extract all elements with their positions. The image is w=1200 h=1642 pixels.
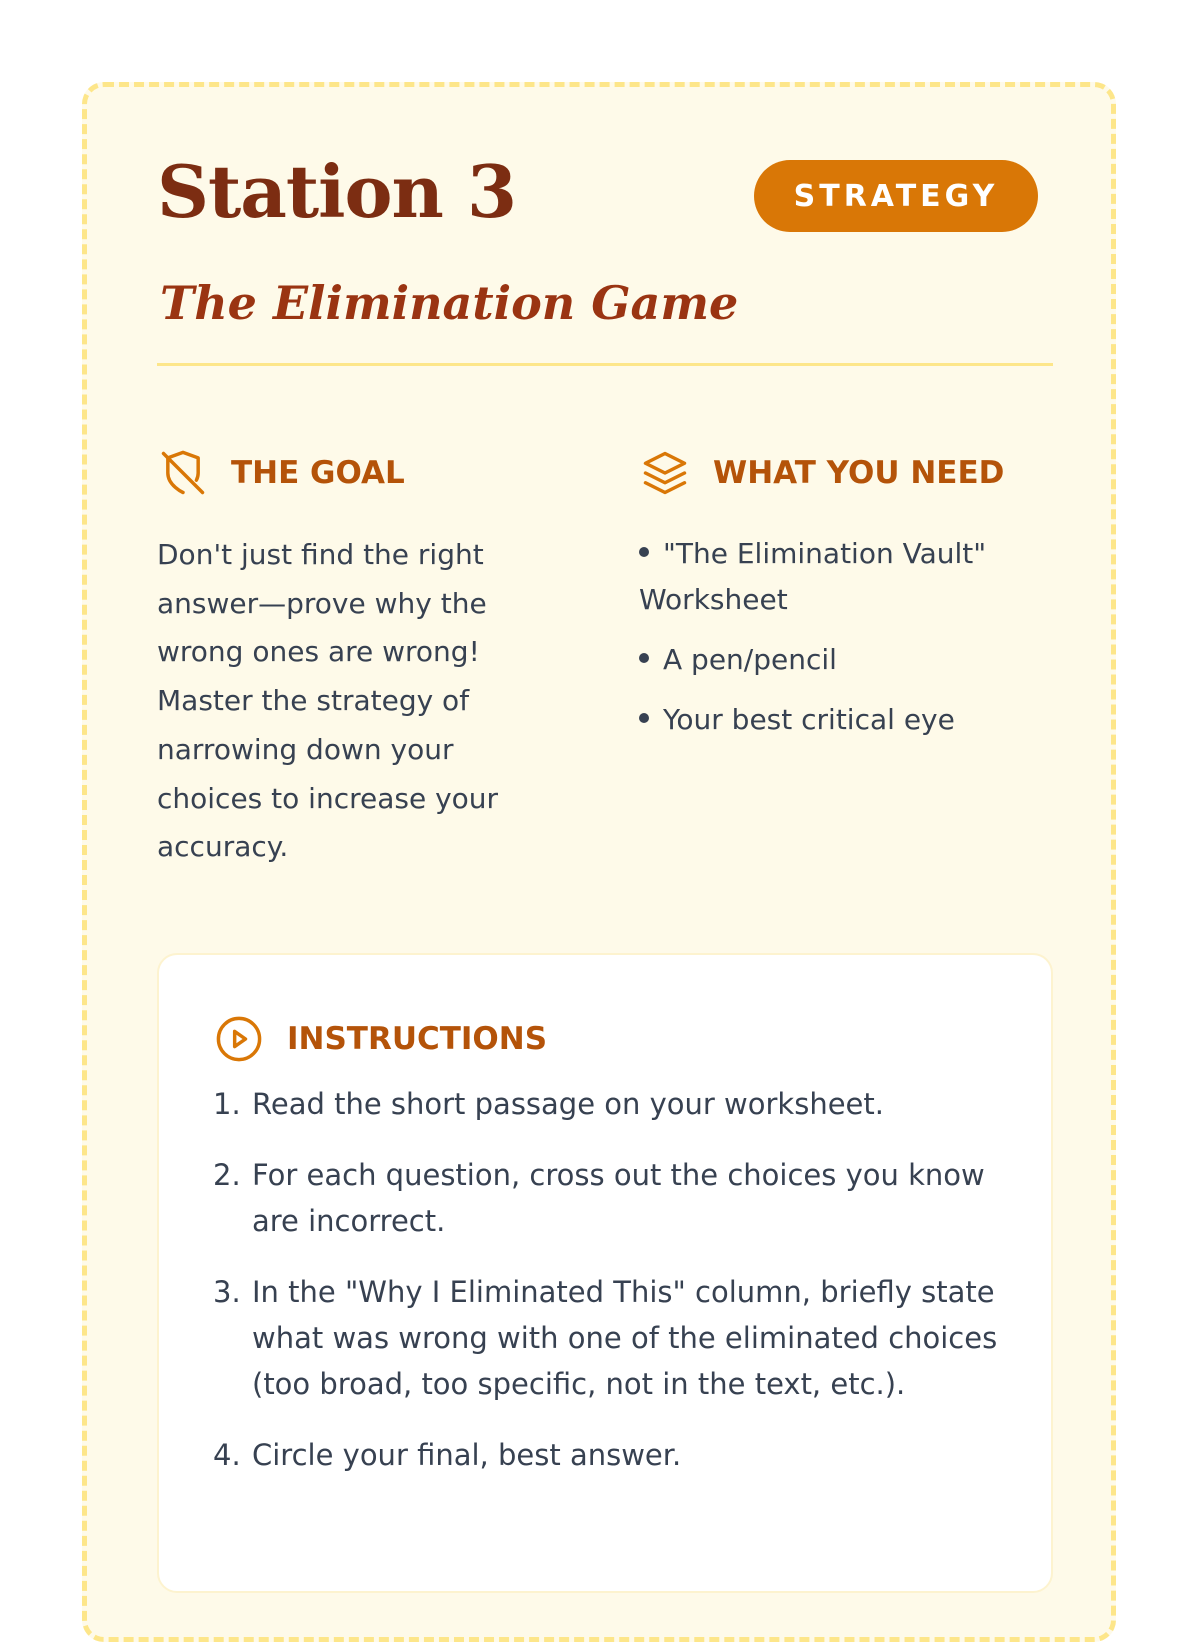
list-item <box>213 1152 1003 1244</box>
need-item-text: "The Elimination Vault" Worksheet <box>639 537 987 616</box>
step-number: 2. <box>213 1158 241 1192</box>
step-text: Circle your final, best answer. <box>252 1438 682 1472</box>
step-text: In the "Why I Eliminated This" column, briefly state what was wrong with one of the eliminated choices (too broad, too specific, not in the text, etc.). <box>252 1275 998 1401</box>
need-item-text: A pen/pencil <box>663 643 837 676</box>
goal-header <box>157 447 405 499</box>
list-item <box>639 697 1039 743</box>
goal-description: Don't just find the right answer—prove why the wrong ones are wrong! Master the strategy of narrowing down your choices to increase your accuracy. <box>157 538 499 864</box>
need-heading: WHAT YOU NEED <box>713 455 1005 491</box>
instructions-list <box>213 1081 1003 1503</box>
need-item-text: Your best critical eye <box>663 703 955 736</box>
strategy-badge: STRATEGY <box>754 160 1038 232</box>
play-circle-icon <box>213 1013 265 1065</box>
list-item <box>639 637 1039 683</box>
list-item <box>639 531 1039 623</box>
station-subtitle: The Elimination Game <box>160 276 739 330</box>
header-divider <box>157 363 1053 366</box>
list-item <box>213 1432 1003 1478</box>
layers-icon <box>639 447 691 499</box>
station-card <box>82 82 1116 1642</box>
step-text: For each question, cross out the choices you know are incorrect. <box>252 1158 985 1238</box>
bullet <box>639 547 649 557</box>
instructions-heading: INSTRUCTIONS <box>287 1021 548 1057</box>
list-item <box>213 1081 1003 1127</box>
bullet <box>639 713 649 723</box>
need-header <box>639 447 1004 499</box>
station-title: Station 3 <box>157 149 517 234</box>
instructions-panel <box>157 953 1053 1593</box>
step-number: 3. <box>213 1275 241 1309</box>
bullet <box>639 653 649 663</box>
step-text: Read the short passage on your worksheet. <box>252 1087 884 1121</box>
step-number: 1. <box>213 1087 241 1121</box>
instructions-header <box>213 1013 547 1065</box>
step-number: 4. <box>213 1438 241 1472</box>
need-list <box>639 531 1039 757</box>
list-item <box>213 1269 1003 1407</box>
goal-heading: THE GOAL <box>231 455 405 491</box>
shield-off-icon <box>157 447 209 499</box>
